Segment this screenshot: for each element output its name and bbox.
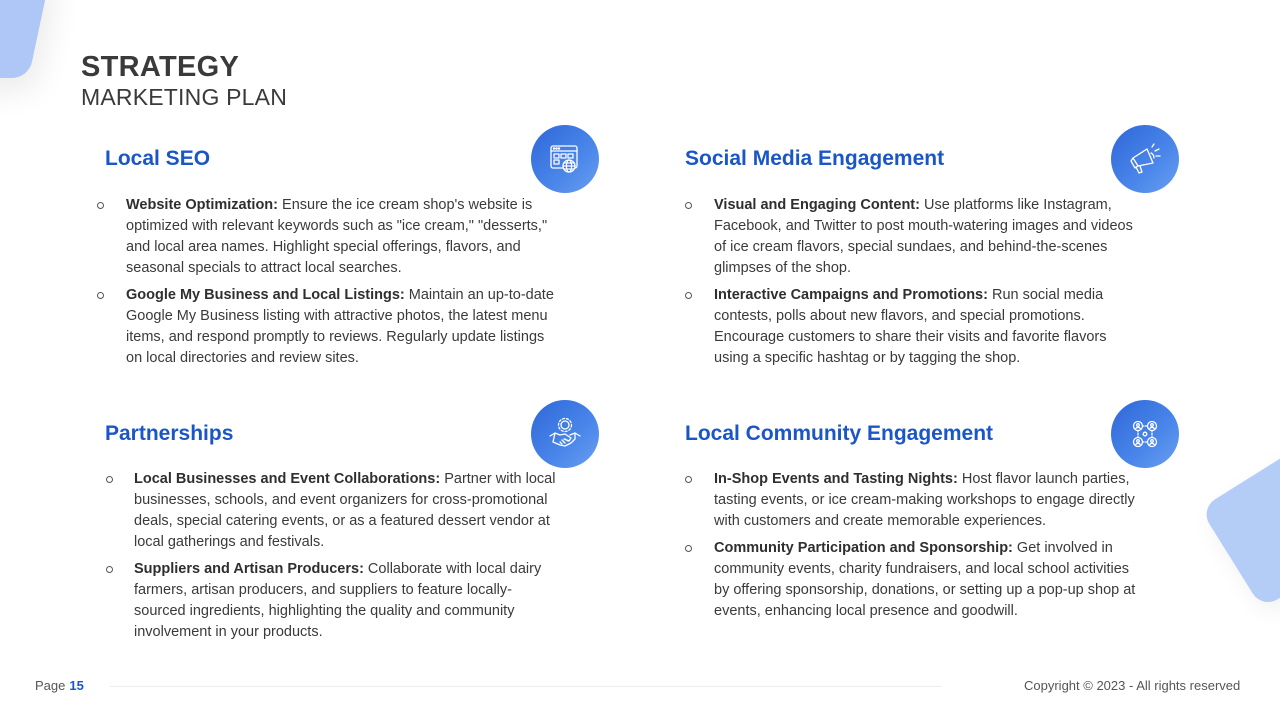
bullet-circle (685, 292, 692, 299)
list-item (134, 469, 559, 553)
community-network-icon (1127, 416, 1163, 452)
page-label: Page (35, 678, 66, 693)
list-item (134, 559, 559, 643)
bullet-circle (685, 545, 692, 552)
website-grid-icon (547, 141, 583, 177)
item-text: Partner with local businesses, schools, and event organizers for cross-promotional deals, special catering events, or as a featured dessert vendor at local gatherings and festivals. (134, 471, 556, 550)
page-number: 15 (69, 678, 84, 693)
item-text: Host flavor launch parties, tasting events, or ice cream-making workshops to engage directly with customers and create memorable experiences. (714, 471, 1135, 529)
section-icon-badge (531, 400, 599, 468)
list-item (126, 285, 556, 369)
section-title: Social Media Engagement (685, 147, 945, 170)
bullet-circle (97, 202, 104, 209)
item-text: Get involved in community events, charity fundraisers, and local school activities by offering sponsorship, donations, or setting up a pop-up shop at events, enhancing local presence and goodwill. (714, 540, 1136, 619)
item-label: Local Businesses and Event Collaborations: (134, 471, 441, 487)
section-list (714, 469, 1144, 628)
item-text: Ensure the ice cream shop's website is optimized with relevant keywords such as "ice cream," "desserts," and local area names. Highlight special offerings, flavors, and seasonal specials to attract local searches. (126, 197, 548, 276)
list-item (714, 469, 1144, 532)
list-item (714, 538, 1144, 622)
bullet-circle (106, 566, 113, 573)
item-label: Website Optimization: (126, 197, 278, 213)
page-number-label (35, 678, 84, 693)
section-title: Partnerships (105, 422, 234, 445)
item-label: Suppliers and Artisan Producers: (134, 561, 364, 577)
item-text: Collaborate with local dairy farmers, artisan producers, and suppliers to feature locally-sourced ingredients, highlighting the quality and community involvement in your products. (134, 561, 542, 640)
footer-divider (110, 686, 942, 687)
page-title: STRATEGY (81, 51, 240, 83)
bullet-circle (685, 476, 692, 483)
section-list (134, 469, 559, 649)
page-heading (81, 52, 287, 112)
section-icon-badge (531, 125, 599, 193)
item-text: Run social media contests, polls about new flavors, and special promotions. Encourage customers to share their visits and favorite flavors using a specific hashtag or by tagging the shop. (714, 287, 1107, 366)
section-icon-badge (1111, 400, 1179, 468)
section-title: Local SEO (105, 147, 211, 170)
copyright-text: Copyright © 2023 - All rights reserved (1024, 678, 1241, 693)
bullet-circle (685, 202, 692, 209)
item-text: Maintain an up-to-date Google My Business listing with attractive photos, the latest menu items, and respond promptly to reviews. Regularly update listings on local directories and review sites. (126, 287, 554, 366)
item-label: Interactive Campaigns and Promotions: (714, 287, 988, 303)
item-text: Use platforms like Instagram, Facebook, and Twitter to post mouth-watering images and videos of ice cream flavors, special sundaes, and behind-the-scenes glimpses of the shop. (714, 197, 1133, 276)
handshake-icon (547, 416, 583, 452)
decorative-shape-bottom-right (1200, 445, 1280, 609)
section-title: Local Community Engagement (685, 422, 994, 445)
section-icon-badge (1111, 125, 1179, 193)
list-item (126, 195, 556, 279)
item-label: Google My Business and Local Listings: (126, 287, 405, 303)
section-list (714, 195, 1144, 375)
item-label: Community Participation and Sponsorship: (714, 540, 1013, 556)
bullet-circle (106, 476, 113, 483)
item-label: Visual and Engaging Content: (714, 197, 920, 213)
item-label: In-Shop Events and Tasting Nights: (714, 471, 958, 487)
page-subtitle: MARKETING PLAN (81, 84, 288, 110)
megaphone-icon (1127, 141, 1163, 177)
bullet-circle (97, 292, 104, 299)
decorative-shape-top-left (0, 0, 51, 78)
list-item (714, 285, 1144, 369)
section-list (126, 195, 556, 375)
list-item (714, 195, 1144, 279)
